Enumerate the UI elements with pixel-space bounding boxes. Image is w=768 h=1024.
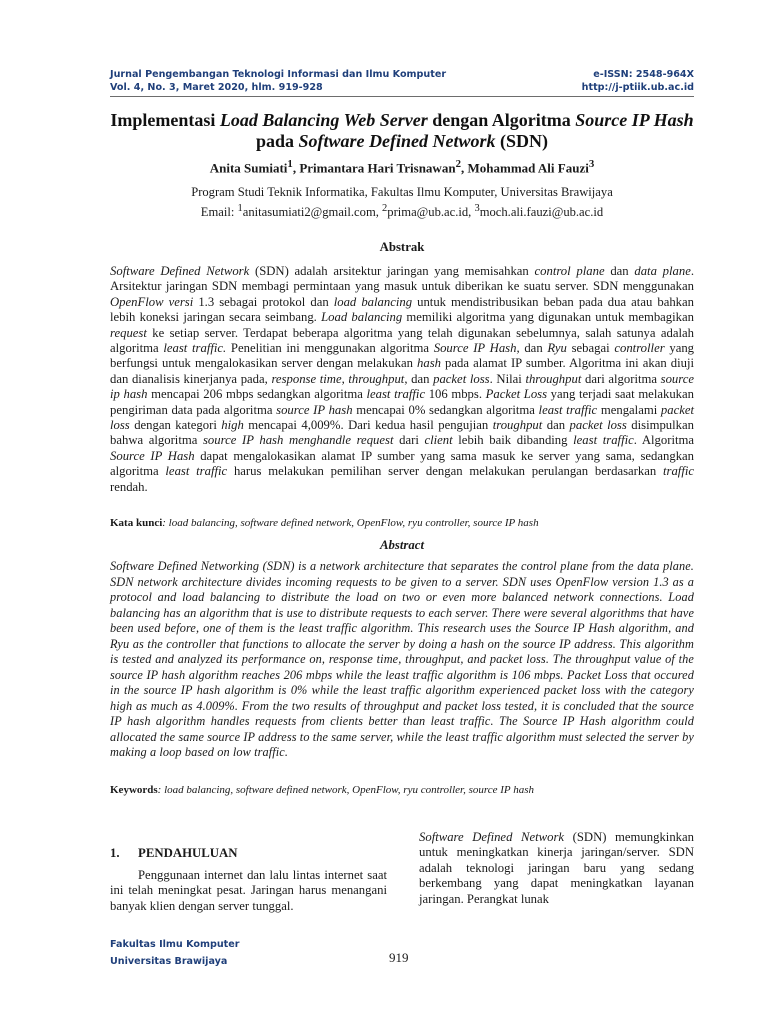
journal-eissn: e-ISSN: 2548-964X — [593, 69, 694, 80]
email-line: Email: $^1$anitasumiati2@gmail.com, $^2$prima@ub.ac.id, $^3$moch.ali.fauzi@ub.ac.id — [200, 202, 604, 219]
affiliation-line: Program Studi Teknik Informatika, Fakultas Ilmu Komputer, Universitas Brawijaya — [191, 185, 613, 199]
section-heading-pendahuluan: 1. PENDAHULUAN — [110, 846, 238, 860]
abstrak-body: Software Defined Network (SDN) adalah arsitektur jaringan yang memisahkan control plane dan data plane. Arsitektur jaringan SDN membagi permintaan yang masuk untuk diberikan ke suatu server. SDN menggunakan OpenFlow versi 1.3 sebagai protokol dan load balancing untuk mendistribusikan beban pada dua atau bahkan lebih koneksi jaringan secara seimbang. Load balancing memiliki algoritma yang digunakan untuk membagikan request ke setiap server. Terdapat beberapa algoritma yang telah digunakan sebelumnya, salah satunya adalah algoritma least traffic. Penelitian ini menggunakan algoritma Source IP Hash, dan Ryu sebagai controller yang berfungsi untuk mengalokasikan server dengan melakukan hash pada alamat IP sumber. Algoritma ini akan diuji dan dianalisis kinerjanya pada, response time, throughput, dan packet loss. Nilai throughput dari algoritma source ip hash mencapai 206 mbps sedangkan algoritma least traffic 106 mbps. Packet Loss yang terjadi saat melakukan pengiriman data pada algoritma source IP hash mencapai 0% sedangkan algoritma least traffic mengalami packet loss dengan kategori high mencapai 4,009%. Dari kedua hasil pengujian troughput dan packet loss disimpulkan bahwa algoritma source IP hash menghandle request dari client lebih baik dibanding least traffic. Algoritma Source IP Hash dapat mengalokasikan alamat IP sumber yang sama masuk ke server yang sama, sedangkan algoritma least traffic harus melakukan pemilihan server dengan melakukan perulangan berdasarkan traffic rendah. — [110, 264, 695, 494]
abstract-body: Software Defined Networking (SDN) is a network architecture that separates the control plane from the data plane. SDN network architecture divides incoming requests to be given to a server. SDN uses OpenFlow version 1.3 as a protocol and load balancing to distribute the load on two or even more balanced network connections. Load balancing has an algorithm that is use to distribute requests to each server. There were several algorithms that have been used before, one of them is the least traffic algorithm. This research uses the Source IP Hash algorithm, and Ryu as the controller that functions to allocate the server by doing a hash on the source IP address. This algorithm is tested and analyzed its performance on, response time, throughput, and packet loss. The throughput value of the source IP hash algorithm reaches 206 mbps while the least traffic algorithm is 106 mbps. Packet Loss that occured in the source IP hash algorithm is 0% while the least traffic algorithm experienced packet loss with the category high as much as 4.009%. From the two results of throughput and packet loss tested, it is concluded that the source IP hash algorithm handles requests from clients better than least traffic. The Source IP Hash algorithm could allocated the same source IP address to the same server, while the least traffic algorithm must selected the server by making a loop based on low traffic. — [110, 559, 694, 759]
author-list: Anita Sumiati$^1$, Primantara Hari Trisnawan$^2$, Mohammad Ali Fauzi$^3$ — [209, 158, 595, 176]
page-number: 919 — [389, 950, 409, 965]
journal-volume: Vol. 4, No. 3, Maret 2020, hlm. 919-928 — [110, 81, 323, 93]
keywords: Keywords: load balancing, software defined network, OpenFlow, ryu controller, source IP hash — [110, 784, 534, 796]
abstract-heading: Abstract — [379, 538, 425, 552]
affiliation — [110, 185, 694, 220]
right-column-text: Software Defined Network (SDN) memungkinkan untuk meningkatkan kinerja jaringan/server. SDN adalah teknologi jaringan baru yang sedang berkembang yang dapat meningkatkan layanan jaringan. Perangkat lunak — [419, 830, 694, 906]
footer-university: Universitas Brawijaya — [110, 956, 228, 967]
journal-url[interactable]: http://j-ptiik.ub.ac.id — [581, 81, 694, 93]
kata-kunci: Kata kunci: load balancing, software defined network, OpenFlow, ryu controller, source IP hash — [110, 517, 539, 529]
paper-title: Implementasi Load Balancing Web Server dengan Algoritma Source IP Hash pada Software Defined Network (SDN) — [110, 110, 694, 151]
left-column-text: Penggunaan internet dan lalu lintas internet saat ini telah meningkat pesat. Jaringan harus menangani banyak klien dengan server tunggal. — [110, 868, 387, 913]
page-footer — [110, 936, 694, 970]
journal-name: Jurnal Pengembangan Teknologi Informasi dan Ilmu Komputer — [110, 69, 447, 80]
footer-faculty: Fakultas Ilmu Komputer — [110, 939, 240, 950]
abstrak-heading: Abstrak — [379, 240, 425, 254]
header-rule — [110, 96, 694, 97]
